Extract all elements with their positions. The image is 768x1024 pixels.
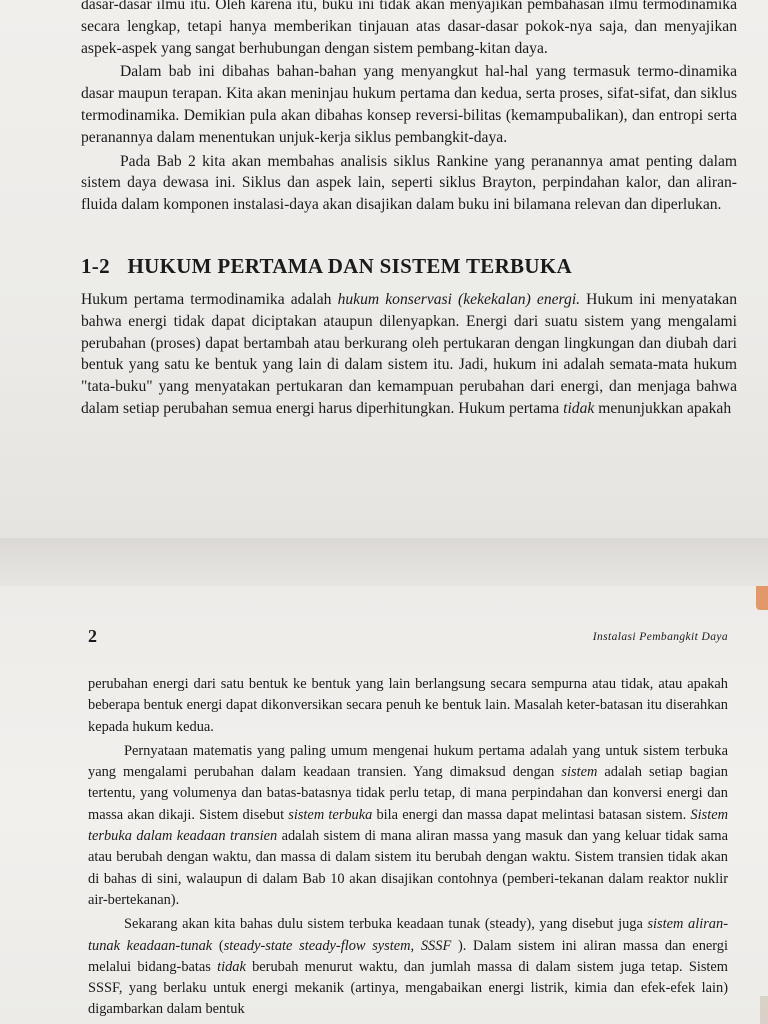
text-run: perubahan energi dari satu bentuk ke bentuk yang lain berlangsung secara sempurna atau tidak, atau apakah beberapa bentuk energi dapat dikonversikan secara penuh ke bentuk lain. Masalah keter-batasan itu diserahkan kepada hukum kedua. (88, 676, 728, 735)
paragraph-chapter-scope (81, 61, 737, 148)
section-heading (81, 253, 737, 279)
text-run: Sekarang akan kita bahas dulu sistem terbuka keadaan tunak (steady), yang disebut juga (124, 916, 648, 933)
paragraph-open-system (88, 741, 728, 911)
text-run: ). Dalam sistem ini aliran massa dan energi melalui bidang-batas (88, 937, 729, 975)
page-1-body (81, 0, 737, 420)
text-run: bila energi dan massa dapat melintasi batasan sistem. (372, 806, 691, 823)
paragraph-intro (81, 0, 737, 59)
italic-text: sistem (561, 764, 598, 781)
text-run: dasar-dasar ilmu itu. Oleh karena itu, buku ini tidak akan menyajikan pembahasan ilmu termodinamika secara lengkap, tetapi hanya memberikan tinjauan atas dasar-dasar pokok-nya saja, dan menyajikan aspek-aspek yang sangat berhubungan dengan sistem pembang-kitan daya. (81, 0, 737, 57)
italic-text: sistem terbuka (288, 806, 373, 823)
italic-text: sistem aliran-tunak keadaan-tunak (88, 916, 728, 954)
page-2 (0, 586, 768, 1024)
italic-text: Sistem terbuka dalam keadaan transien (88, 806, 728, 845)
text-run: ( (212, 937, 224, 954)
text-run: menunjukkan apakah (594, 399, 732, 417)
page-number: 2 (88, 626, 97, 646)
italic-text: steady-state steady-flow system, SSSF (223, 937, 452, 954)
page-tab-marker (756, 586, 768, 610)
text-run: Hukum ini menyatakan bahwa energi tidak dapat diciptakan ataupun dilenyapkan. Energi dari suatu sistem yang mengalami perubahan (proses) dapat bertambah atau berkurang oleh pertukaran dengan lingkungan dan diubah dari bentuk yang satu ke bentuk yang lain di dalam sistem itu. Jadi, hukum ini adalah semata-mata hukum "tata-buku" yang menyatakan pertukaran dan kemampuan perubahan dari energi, dan menjaga bahwa dalam setiap perubahan semua energi harus diperhitungkan. Hukum pertama (81, 290, 737, 417)
text-run: Dalam bab ini dibahas bahan-bahan yang menyangkut hal-hal yang termasuk termo-dinamika dasar maupun terapan. Kita akan meninjau hukum pertama dan kedua, serta proses, sifat-sifat, dan siklus termodinamika. Demikian pula akan dibahas konsep reversi-bilitas (kemampubalikan), dan entropi serta peranannya dalam menentukan unjuk-kerja siklus pembangkit-daya. (81, 63, 737, 146)
text-run: Pada Bab 2 kita akan membahas analisis siklus Rankine yang peranannya amat penting dalam sistem daya dewasa ini. Siklus dan aspek lain, seperti siklus Brayton, perpindahan kalor, dan aliran-fluida dalam komponen instalasi-daya akan disajikan dalam buku ini bilamana relevan dan diperlukan. (81, 152, 737, 214)
paragraph-first-law (81, 289, 737, 420)
page-gap (0, 538, 768, 586)
italic-text: hukum konservasi (kekekalan) energi. (337, 290, 581, 308)
paragraph-chapter-2-preview (81, 151, 737, 216)
section-number: 1-2 (81, 253, 110, 278)
page-2-body (88, 674, 728, 1021)
section-title: HUKUM PERTAMA DAN SISTEM TERBUKA (127, 253, 572, 278)
text-run: berubah menurut waktu, dan jumlah massa di dalam sistem juga tetap. Sistem SSSF, yang berlaku untuk energi mekanik (artinya, mengabaikan energi listrik, kimia dan efek-efek lain) digambarkan dalam bentuk (88, 958, 729, 1018)
paragraph-continuation (88, 674, 728, 738)
page-edge-shadow (760, 996, 768, 1024)
paragraph-sssf (88, 914, 728, 1020)
text-run: Hukum pertama termodinamika adalah (81, 290, 338, 308)
text-run: adalah setiap bagian tertentu, yang volumenya dan batas-batasnya tidak perlu tetap, di mana perpindahan dan konversi energi dan massa akan dikaji. Sistem disebut (88, 764, 728, 823)
italic-text: tidak (563, 399, 595, 417)
text-run: adalah sistem di mana aliran massa yang masuk dan yang keluar tidak sama atau berubah dengan waktu, dan massa di dalam sistem itu berubah dengan waktu. Sistem transien tidak akan di bahas di sini, walaupun di dalam Bab 10 akan disajikan contohnya (pemberi-tekanan dalam reaktor nuklir air-bertekanan). (88, 828, 728, 908)
running-head: Instalasi Pembangkit Daya (592, 631, 728, 643)
italic-text: tidak (217, 958, 246, 975)
text-run: Pernyataan matematis yang paling umum mengenai hukum pertama adalah yang untuk sistem terbuka yang mengalami perubahan dalam keadaan transien. Yang dimaksud dengan (88, 742, 728, 781)
page-header (88, 626, 728, 646)
